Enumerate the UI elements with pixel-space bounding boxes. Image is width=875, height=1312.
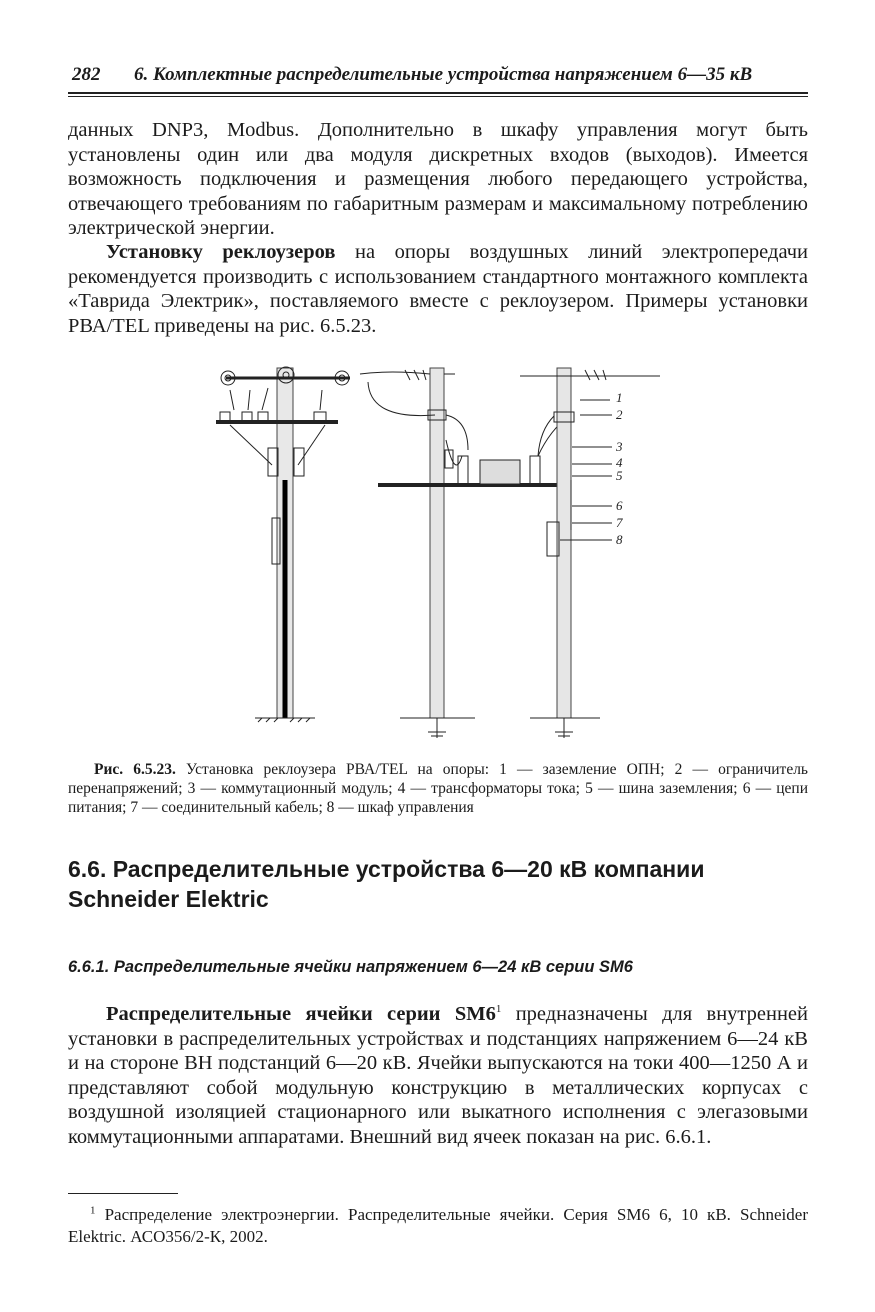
- paragraph-3: [68, 1002, 808, 1149]
- footnote-rule: [68, 1193, 178, 1194]
- callout-numbers: [615, 390, 623, 547]
- pole-right: [520, 368, 660, 738]
- figure-recloser-installation: [200, 360, 660, 745]
- paragraph-2: [68, 240, 808, 338]
- recloser-drawing: [200, 360, 660, 745]
- section-heading: 6.6. Распределительные устройства 6—20 кВ компании Schneider Elektric: [68, 856, 705, 912]
- chapter-title: 6. Комплектные распределительные устройства напряжением 6—35 кВ: [134, 64, 753, 85]
- footnote-mark: 1: [90, 1204, 96, 1217]
- footnote-text: Распределение электроэнергии. Распределительные ячейки. Серия SM6 6, 10 кВ. Schneider Elektric. АСО356/2-К, 2002.: [68, 1205, 808, 1246]
- callout-8: 8: [616, 532, 623, 547]
- header-rule-thick: [68, 92, 808, 94]
- caption-text: Установка реклоузера РВА/TEL на опоры: 1 — заземление ОПН; 2 — ограничитель перенапряжений; 3 — коммутационный модуль; 4 — трансформаторы тока; 5 — шина заземления; 6 — цепи питания; 7 — соединительный кабель; 8 — шкаф управления: [68, 761, 808, 816]
- paragraph-3-lead: Распределительные ячейки серии SM6: [106, 1003, 496, 1025]
- callout-1: 1: [616, 390, 623, 405]
- page-number: 282: [72, 64, 101, 85]
- figure-caption: [68, 760, 808, 817]
- paragraph-2-text: на опоры воздушных линий электропередачи рекомендуется производить с использованием стандартного монтажного комплекта «Таврида Электрик», поставляемого вместе с реклоузером. Примеры установки РВА/TEL приведены на рис. 6.5.23.: [68, 241, 808, 337]
- callout-4: 4: [616, 455, 623, 470]
- footnote: [68, 1204, 808, 1248]
- running-header: [72, 64, 807, 88]
- paragraph-1: данных DNP3, Modbus. Дополнительно в шкафу управления могут быть установлены один или два модуля дискретных входов (выходов). Имеется возможность подключения и размещения любого передающего устройства, отвечающего требованиям по габаритным размерам и максимальному потреблению электрической энергии.: [68, 119, 808, 239]
- callout-6: 6: [616, 498, 623, 513]
- subsection-heading: 6.6.1. Распределительные ячейки напряжением 6—24 кВ серии SM6: [68, 958, 633, 976]
- caption-label: Рис. 6.5.23.: [94, 761, 176, 778]
- paragraph-3-text: предназначены для внутренней установки в распределительных устройствах и подстанциях напряжением 6—24 кВ и на стороне ВН подстанций 6—20 кВ. Ячейки выпускаются на токи 400—1250 А и представляют собой модульную конструкцию в металлических корпусах с воздушной изоляцией стационарного или выкатного исполнения с элегазовыми коммутационными аппаратами. Внешний вид ячеек показан на рис. 6.6.1.: [68, 1003, 809, 1148]
- callout-7: 7: [616, 515, 623, 530]
- footnote-ref[interactable]: 1: [495, 1003, 502, 1016]
- callout-3: 3: [616, 439, 623, 454]
- header-rule-thin: [68, 96, 808, 97]
- pole-middle: [360, 368, 570, 738]
- pole-left: [216, 367, 350, 722]
- callout-2: 2: [616, 407, 623, 422]
- paragraph-2-lead: Установку реклоузеров: [106, 241, 336, 263]
- callout-5: 5: [616, 468, 623, 483]
